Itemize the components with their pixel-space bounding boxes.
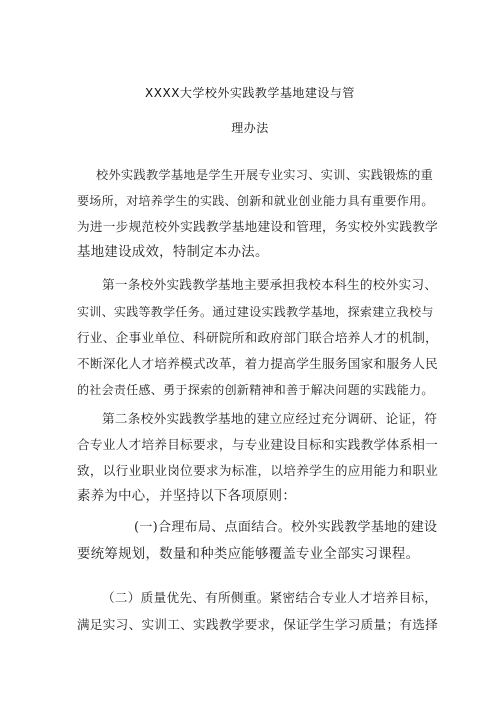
body-line: 致，以行业职业岗位要求为标准，以培养学生的应用能力和职业 [77, 463, 439, 478]
body-line: 实训、实践等教学任务。通过建设实践教学基地，探索建立我校与 [77, 305, 434, 319]
body-line: 行业、企事业单位、科研院所和政府部门联合培养人才的机制， [77, 330, 439, 345]
body-line: 为进一步规范校外实践教学基地建设和管理，务实校外实践教学 [77, 219, 439, 234]
body-line: 第一条校外实践教学基地主要承担我校本科生的校外实习、 [102, 277, 438, 292]
body-line: 的社会责任感、勇于探索的创新精神和善于解决问题的实践能力。 [77, 383, 434, 397]
body-line: 要场所，对培养学生的实践、创新和就业创业能力具有重要作用。 [77, 194, 434, 208]
document-title-line-2: 理办法 [231, 121, 269, 135]
body-line: 不断深化人才培养模式改革，着力提高学生服务国家和服务人民 [77, 356, 439, 371]
body-line: 满足实习、实训工、实践教学要求，保证学生学习质量；有选择 [77, 617, 439, 632]
body-line: 要统筹规划，数量和种类应能够覆盖专业全部实习课程。 [77, 547, 420, 562]
body-line: 合专业人才培养目标要求，与专业建设目标和实践教学体系相一 [77, 437, 439, 452]
body-line: （二）质量优先、有所侧重。紧密结合专业人才培养目标， [102, 590, 438, 605]
body-line: 校外实践教学基地是学生开展专业实习、实训、实践锻炼的重 [96, 168, 434, 182]
body-line: 第二条校外实践教学基地的建立应经过充分调研、论证，符 [102, 411, 438, 426]
body-line: 素养为中心，并坚持以下各项原则： [77, 489, 297, 504]
body-line: (一)合理布局、点面结合。校外实践教学基地的建设 [134, 520, 438, 535]
document-title-line-1: XXXX大学校外实践教学基地建设与管 [145, 86, 355, 100]
body-line: 基地建设成效，特制定本办法。 [77, 245, 269, 260]
